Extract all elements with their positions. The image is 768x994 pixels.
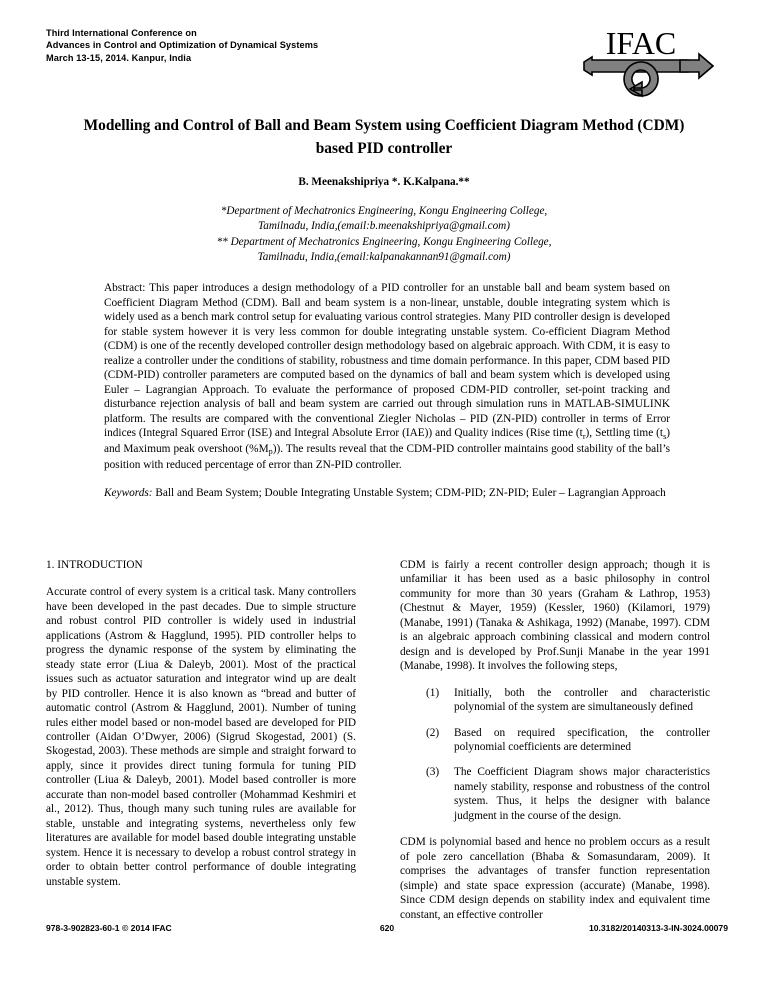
right-column-paragraph-2: CDM is polynomial based and hence no problem occurs as a result of pole zero cancellation (Bhaba & Somasundaram, 2009). It comprises the advantages of transfer function representation (simple) and state space expression (accurate) (Manabe, 1998). Since CDM design depends on stability index and equivalent time constant, an effective controller — [400, 836, 710, 921]
footer-isbn: 978-3-902823-60-1 © 2014 IFAC — [46, 923, 172, 933]
conference-line-1: Third International Conference on — [46, 28, 197, 38]
abstract-part-3: ) and Maximum peak overshoot (%M — [104, 427, 671, 456]
keywords-text: Ball and Beam System; Double Integrating Unstable System; CDM-PID; ZN-PID; Euler – Lagrangian Approach — [152, 487, 666, 500]
abstract-part-2: ), Settling time (t — [585, 427, 664, 440]
paper-title: Modelling and Control of Ball and Beam System using Coefficient Diagram Method (CDM) based PID controller — [83, 117, 685, 157]
abstract-block — [104, 281, 670, 501]
right-column — [400, 558, 710, 922]
list-item — [400, 686, 710, 715]
affiliation-line-3: ** Department of Mechatronics Engineering, Kongu Engineering College, — [216, 235, 552, 248]
abstract-part-4: )). The results reveal that the CDM-PID controller maintains good stability of the ball’s position with reduced percentage of error than ZN-PID controller. — [104, 443, 670, 471]
affiliation-line-2: Tamilnadu, India,(email:b.meenakshipriya@gmail.com) — [258, 220, 510, 233]
left-column-paragraph-1: Accurate control of every system is a critical task. Many controllers have been developed in the past decades. Due to simple structure and robust control PID controller is widely used in industrial applications (Astrom & Hagglund, 1995). PID controller helps to progress the dynamic response of the system by eliminating the steady state error (Liua & Daleyb, 2001). Most of the practical issues such as actuator saturation and integrator wind up are dealt by PID controller. Hence it is also known as “bread and butter of automatic control (Astrom & Hagglund, 2001). Number of tuning rules either model based or non-model based are developed for PID controller (Aidan O’Dwyer, 2006) (Sigrud Skogestad, 2001) (S. Skogestad, 2003). These methods are simple and straight forward to apply, since it provides direct tuning formula for tuning PID controller (Liua & Daleyb, 2001). Model based controller is more accurate than non-model based controller (Mohammad Keshmiri et al., 2012). Thus, though many such tuning rules are available for stable, unstable and integrating systems, nevertheless only few literatures are available for model based double integrating unstable system. Hence it is necessary to develop a robust control strategy in order to obtain better control performance of double integrating unstable system. — [46, 586, 356, 888]
list-item — [400, 765, 710, 823]
list-item-number: (1) — [426, 686, 440, 699]
page-footer — [46, 923, 728, 937]
list-item — [400, 726, 710, 755]
svg-text:IFAC: IFAC — [605, 25, 677, 61]
conference-line-3: March 13-15, 2014. Kanpur, India — [46, 52, 192, 63]
keywords-label: Keywords: — [104, 487, 153, 500]
affiliation-line-1: *Department of Mechatronics Engineering, Kongu Engineering College, — [220, 205, 548, 217]
list-item-text: Based on required specification, the controller polynomial coefficients are determined — [454, 726, 710, 753]
affiliations — [70, 204, 698, 266]
footer-page-number: 620 — [379, 923, 395, 933]
abstract-sub-s: s — [663, 431, 667, 441]
affiliation-line-4: Tamilnadu, India,(email:kalpanakannan91@gmail.com) — [257, 251, 511, 264]
abstract-part-1: Abstract: This paper introduces a design methodology of a PID controller for an unstable ball and beam system based on Coefficient Diagram Method (CDM). Ball and beam system is a non-linear, unstable, double integrating system which is widely used as a bench mark control setup for evaluating various control strategies. Many PID controller design is developed for stable system however it is very less common for double integrating unstable system. Co-efficient Diagram Method (CDM) is one of the recently developed controller design methodology based on algebraic approach. With CDM, it is easy to realize a controller under the conditions of stability, robustness and time domain performance. In this paper, CDM based PID (CDM-PID) controller parameters are computed based on the dynamics of ball and beam system which is developed using Euler – Lagrangian Approach. To evaluate the performance of proposed CDM-PID controller, set-point tracking and disturbance rejection analysis of ball and beam system are carried out through simulation runs in MATLAB-SIMULINK platform. The results are compared with the conventional Ziegler Nicholas – PID (ZN-PID) controller in terms of Error indices (Integral Squared Error (ISE) and Integral Absolute Error (IAE)) and Quality indices (Rise time (t — [104, 282, 670, 440]
list-item-number: (3) — [426, 766, 440, 779]
list-item-text: The Coefficient Diagram shows major characteristics namely stability, response and robustness of the control system. Thus, it helps the designer with balance judgment in the course of the design. — [454, 766, 710, 822]
ifac-logo — [568, 18, 714, 102]
footer-doi: 10.3182/20140313-3-IN-3024.00079 — [588, 923, 728, 933]
list-item-number: (2) — [426, 726, 440, 739]
abstract-sub-r: r — [582, 431, 586, 441]
keywords-line — [104, 486, 670, 501]
abstract-text — [104, 281, 670, 472]
list-item-text: Initially, both the controller and characteristic polynomial of the system are simultaneously defined — [454, 686, 710, 714]
right-column-paragraph-1: CDM is fairly a recent controller design approach; though it is unfamiliar it has been used as a basic philosophy in control community for more than 30 years (Graham & Lathrop, 1953) (Chestnut & Mayer, 1959) (Kessler, 1960) (Kilamori, 1979) (Manabe, 1991) (Tanaka & Ashikaga, 1992) (Manabe, 1997). CDM is an algebraic approach combining classical and modern control design and is developed by Prof.Sunji Manabe in the year 1991 (Manabe, 1998). It involves the following steps, — [400, 559, 710, 673]
left-column — [46, 558, 356, 889]
conference-line-2: Advances in Control and Optimization of Dynamical Systems — [46, 40, 319, 51]
author-list: B. Meenakshipriya *. K.Kalpana.** — [298, 176, 470, 188]
section-heading-introduction: 1. INTRODUCTION — [46, 559, 143, 571]
cdm-steps-list — [400, 686, 710, 824]
abstract-sub-p: p — [268, 447, 273, 457]
page-header — [46, 27, 728, 99]
